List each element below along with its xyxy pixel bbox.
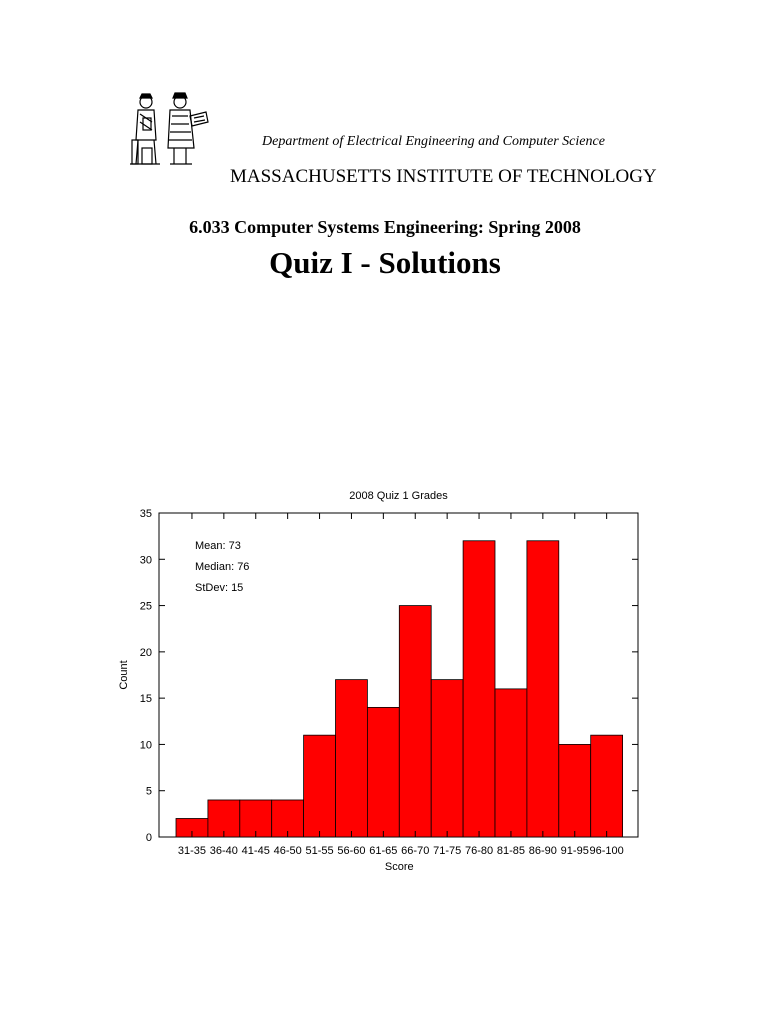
y-tick-label: 30 — [139, 554, 152, 567]
x-tick-label: 96-100 — [589, 845, 624, 857]
bar-66-70 — [399, 606, 431, 837]
mit-logo-image — [126, 92, 210, 172]
department-name: Department of Electrical Engineering and Computer Science — [262, 134, 605, 149]
bar-86-90 — [527, 541, 559, 837]
bar-71-75 — [431, 680, 463, 837]
x-tick-label: 51-55 — [305, 845, 334, 857]
y-tick-label: 10 — [139, 739, 152, 752]
document-title: Quiz I - Solutions — [269, 245, 501, 280]
y-tick-label: 25 — [139, 600, 152, 613]
y-tick-label: 5 — [145, 785, 152, 798]
x-tick-label: 66-70 — [401, 845, 430, 857]
bar-76-80 — [463, 541, 495, 837]
stats-annotation: StDev: 15 — [195, 582, 244, 594]
x-tick-label: 76-80 — [464, 845, 494, 857]
x-tick-label: 41-45 — [241, 845, 270, 857]
bar-61-65 — [367, 707, 399, 837]
y-tick-label: 0 — [145, 832, 152, 844]
course-title-text: 6.033 Computer Systems Engineering: Spring 2008 — [189, 217, 581, 237]
x-tick-label: 56-60 — [337, 845, 366, 857]
stats-annotation: Mean: 73 — [195, 540, 241, 552]
x-tick-label: 86-90 — [528, 845, 557, 857]
grade-histogram-svg — [100, 480, 660, 880]
bar-56-60 — [336, 680, 368, 837]
x-tick-label: 31-35 — [177, 845, 207, 857]
bar-91-95 — [559, 744, 591, 837]
bar-96-100 — [591, 735, 623, 837]
y-axis-label: Count — [118, 660, 130, 690]
y-tick-label: 35 — [139, 508, 152, 520]
stats-annotation: Median: 76 — [195, 561, 250, 573]
x-tick-label: 81-85 — [496, 845, 526, 857]
x-axis-label: Score — [384, 861, 414, 873]
x-tick-label: 91-95 — [560, 845, 589, 857]
x-tick-label: 71-75 — [433, 845, 462, 857]
x-tick-label: 61-65 — [369, 845, 398, 857]
x-tick-label: 36-40 — [209, 845, 238, 857]
institution-name: MASSACHUSETTS INSTITUTE OF TECHNOLOGY — [230, 166, 657, 187]
chart-title: 2008 Quiz 1 Grades — [349, 490, 448, 502]
bar-81-85 — [495, 689, 527, 837]
grade-histogram — [100, 480, 660, 880]
x-tick-label: 46-50 — [273, 845, 302, 857]
bar-51-55 — [304, 735, 336, 837]
course-title — [0, 217, 770, 238]
y-tick-label: 20 — [139, 646, 152, 659]
y-tick-label: 15 — [139, 693, 152, 706]
